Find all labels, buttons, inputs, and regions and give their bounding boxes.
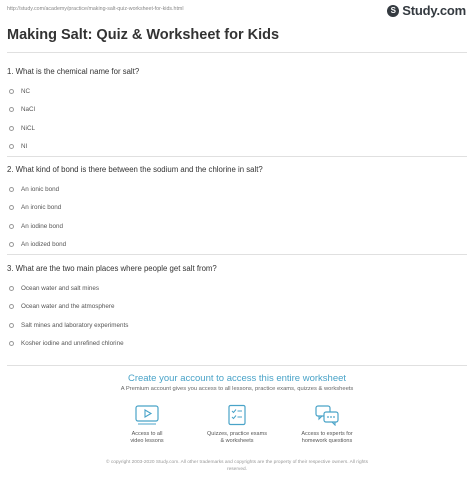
answer-option[interactable] [7, 335, 467, 354]
feature-label-line: Access to experts for [301, 431, 353, 437]
answer-option[interactable] [7, 316, 467, 335]
page-url: http://study.com/academy/practice/making-salt-quiz-worksheet-for-kids.html [7, 6, 184, 12]
video-play-icon [134, 404, 160, 426]
cta-subtitle: A Premium account gives you access to all lessons, practice exams, quizzes & worksheets [120, 386, 354, 392]
answer-option[interactable] [7, 236, 467, 255]
radio-button-icon[interactable] [9, 187, 14, 192]
feature-label-line: Access to all [131, 431, 163, 437]
question-text: 2. What kind of bond is there between the sodium and the chlorine in salt? [7, 165, 263, 174]
feature-label-line: homework questions [301, 438, 353, 444]
answer-label: NiCL [21, 124, 35, 132]
answer-label: Salt mines and laboratory experiments [21, 321, 129, 329]
radio-button-icon[interactable] [9, 126, 14, 131]
copyright-footer [7, 459, 467, 473]
question-2 [7, 165, 467, 254]
answer-label: Ocean water and the atmosphere [21, 303, 115, 311]
radio-button-icon[interactable] [9, 341, 14, 346]
answer-label: NI [21, 143, 28, 151]
answer-label: Ocean water and salt mines [21, 284, 100, 292]
radio-button-icon[interactable] [9, 304, 14, 309]
radio-button-icon[interactable] [9, 205, 14, 210]
top-bar [0, 0, 474, 20]
radio-button-icon[interactable] [9, 323, 14, 328]
answer-label: An iodized bond [21, 241, 67, 249]
answer-label: NC [21, 87, 31, 95]
study-logo-icon: S [387, 5, 399, 17]
premium-cta [7, 368, 467, 468]
page-title: Making Salt: Quiz & Worksheet for Kids [7, 27, 280, 43]
feature-quizzes [197, 404, 277, 445]
answer-label: An iodine bond [21, 222, 64, 230]
answer-label: An ionic bond [21, 185, 60, 193]
feature-experts [287, 404, 367, 445]
feature-label-line: Quizzes, practice exams [207, 431, 267, 437]
answer-option[interactable] [7, 217, 467, 236]
cta-divider [7, 365, 467, 366]
title-divider [7, 52, 467, 53]
answer-label: Kosher iodine and unrefined chlorine [21, 340, 124, 348]
answer-option[interactable] [7, 180, 467, 199]
question-text: 3. What are the two main places where people get salt from? [7, 264, 217, 273]
question-text: 1. What is the chemical name for salt? [7, 67, 140, 76]
radio-button-icon[interactable] [9, 242, 14, 247]
feature-label-line: video lessons [130, 438, 164, 444]
question-divider [7, 254, 467, 255]
answer-option[interactable] [7, 82, 467, 101]
copyright-line: © copyright 2003-2020 Study.com. All other trademarks and copyrights are the property of their respective owners. All rights [105, 460, 369, 465]
answer-option[interactable] [7, 298, 467, 317]
copyright-line: reserved. [227, 467, 247, 472]
chat-bubbles-icon [314, 404, 340, 426]
study-logo-text: Study.com [402, 3, 466, 18]
answer-option[interactable] [7, 279, 467, 298]
radio-button-icon[interactable] [9, 286, 14, 291]
cta-title[interactable]: Create your account to access this entire worksheet [127, 373, 347, 384]
feature-label-line: & worksheets [220, 438, 254, 444]
radio-button-icon[interactable] [9, 107, 14, 112]
quiz-checklist-icon [224, 404, 250, 426]
answer-option[interactable] [7, 119, 467, 138]
answer-option[interactable] [7, 101, 467, 120]
question-3 [7, 264, 467, 353]
radio-button-icon[interactable] [9, 224, 14, 229]
study-logo[interactable] [387, 3, 466, 18]
answer-label: NaCl [21, 106, 35, 114]
question-1 [7, 67, 467, 156]
question-divider [7, 156, 467, 157]
radio-button-icon[interactable] [9, 144, 14, 149]
answer-option[interactable] [7, 138, 467, 157]
answer-option[interactable] [7, 199, 467, 218]
radio-button-icon[interactable] [9, 89, 14, 94]
feature-video-lessons [107, 404, 187, 445]
answer-label: An ironic bond [21, 204, 62, 212]
